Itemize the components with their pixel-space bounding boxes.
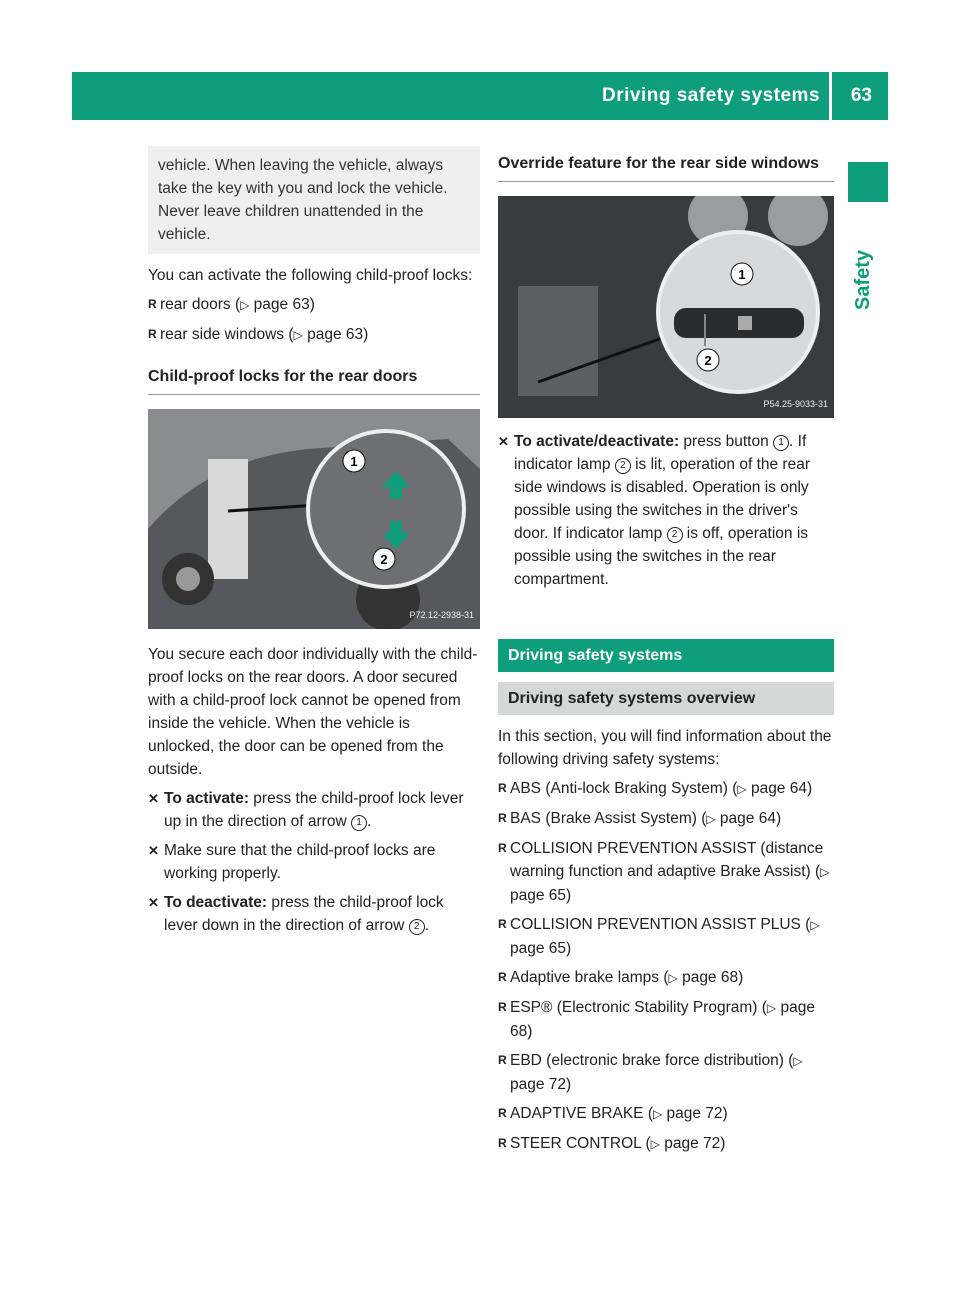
callout-2-icon: 2 — [667, 527, 683, 543]
list-item: R rear side windows (▷ page 63) — [148, 323, 480, 347]
list-item: R STEER CONTROL (▷ page 72) — [498, 1132, 834, 1156]
arrow-icon: ▷ — [668, 971, 678, 985]
step-x-icon: ✕ — [148, 843, 159, 858]
arrow-icon: ▷ — [652, 1107, 663, 1121]
page-header — [72, 72, 888, 120]
header-title: Driving safety systems — [602, 85, 820, 106]
page-link[interactable]: page 65) — [510, 940, 572, 957]
page-link[interactable]: page 64) — [715, 810, 782, 827]
subsection-band: Driving safety systems overview — [498, 682, 834, 715]
intro-text: You can activate the following child-proof locks: — [148, 267, 473, 284]
switch-illustration — [498, 196, 834, 418]
figure-code: P72.12-2938-31 — [409, 610, 474, 620]
list-item: R rear doors (▷ page 63) — [148, 293, 480, 317]
list-item: R Adaptive brake lamps (▷ page 68) — [498, 966, 834, 990]
arrow-icon: ▷ — [766, 1001, 777, 1015]
figure-window-override — [498, 196, 834, 418]
list-item: R ADAPTIVE BRAKE (▷ page 72) — [498, 1102, 834, 1126]
callout-2: 2 — [704, 353, 712, 368]
list-item: R COLLISION PREVENTION ASSIST (distance warning function and adaptive Brake Assist) (▷ page 65) — [498, 837, 834, 907]
figure-code: P54.25-9033-31 — [763, 399, 828, 409]
arrow-icon: ▷ — [793, 1054, 803, 1068]
figure-door-lock — [148, 409, 480, 629]
arrow-icon: ▷ — [706, 812, 716, 826]
systems-list — [498, 777, 834, 1156]
section-title: Override feature for the rear side windows — [498, 152, 834, 182]
step-deactivate: ✕ To deactivate: press the child-proof lock lever down in the direction of arrow 2 . — [148, 891, 480, 937]
step-x-icon: ✕ — [148, 895, 159, 910]
left-column — [148, 146, 480, 937]
callout-1: 1 — [350, 454, 358, 469]
list-item: R COLLISION PREVENTION ASSIST PLUS (▷ page 65) — [498, 913, 834, 960]
step-x-icon: ✕ — [148, 791, 159, 806]
list-item: R BAS (Brake Assist System) (▷ page 64) — [498, 807, 834, 831]
page-link[interactable]: page 72) — [510, 1076, 572, 1093]
arrow-icon: ▷ — [650, 1137, 660, 1151]
warning-note: vehicle. When leaving the vehicle, always take the key with you and lock the vehicle. Never leave children unattended in the vehicle. — [148, 146, 480, 254]
section-title: Child-proof locks for the rear doors — [148, 365, 480, 395]
page-link[interactable]: page 63) — [253, 296, 315, 313]
arrow-icon: ▷ — [737, 782, 747, 796]
page-number: 63 — [850, 85, 872, 106]
callout-1: 1 — [738, 267, 746, 282]
right-column — [498, 146, 834, 1156]
callout-1-icon: 1 — [773, 435, 789, 451]
body-text: You secure each door individually with the child-proof locks on the rear doors. A door secured with a child-proof lock cannot be opened from inside the vehicle. When the vehicle is unlocked, the door can be opened from the outside. — [148, 646, 478, 778]
step-x-icon: ✕ — [498, 434, 509, 449]
step-activate: ✕ To activate: press the child-proof lock lever up in the direction of arrow 1 . — [148, 787, 480, 833]
arrow-icon: ▷ — [810, 918, 820, 932]
list-item: R ESP® (Electronic Stability Program) (▷ page 68) — [498, 996, 834, 1043]
page-link[interactable]: page 68) — [510, 999, 815, 1040]
side-tab-marker — [848, 162, 888, 202]
callout-2-icon: 2 — [409, 919, 425, 935]
list-item: R ABS (Anti-lock Braking System) (▷ page 64) — [498, 777, 834, 801]
overview-intro: In this section, you will find information about the following driving safety systems: — [498, 728, 832, 768]
step-check: ✕ Make sure that the child-proof locks are working properly. — [148, 839, 480, 885]
arrow-icon: ▷ — [240, 298, 250, 312]
side-tab-label: Safety — [852, 249, 874, 310]
door-illustration — [148, 409, 480, 629]
page-link[interactable]: page 65) — [510, 887, 572, 904]
section-band: Driving safety systems — [498, 639, 834, 672]
arrow-icon: ▷ — [293, 328, 303, 342]
callout-2: 2 — [380, 552, 388, 567]
callout-1-icon: 1 — [351, 815, 367, 831]
page-link[interactable]: page 63) — [307, 326, 369, 343]
page-link[interactable]: page 72) — [662, 1105, 728, 1122]
arrow-icon: ▷ — [820, 865, 830, 879]
header-divider — [829, 72, 832, 120]
list-item: R EBD (electronic brake force distribution) (▷ page 72) — [498, 1049, 834, 1096]
callout-2-icon: 2 — [615, 458, 631, 474]
page-link[interactable]: page 72) — [659, 1135, 726, 1152]
step-override: ✕ To activate/deactivate: press button 1 . If indicator lamp 2 is lit, operation of the rear side windows is disabled. Operation is only possible using the switches in the driver's door. If indicator lamp 2 is off, operation is possible using the switches in the rear compartment. — [498, 430, 834, 591]
page-link[interactable]: page 68) — [677, 969, 744, 986]
page-link[interactable]: page 64) — [746, 780, 813, 797]
